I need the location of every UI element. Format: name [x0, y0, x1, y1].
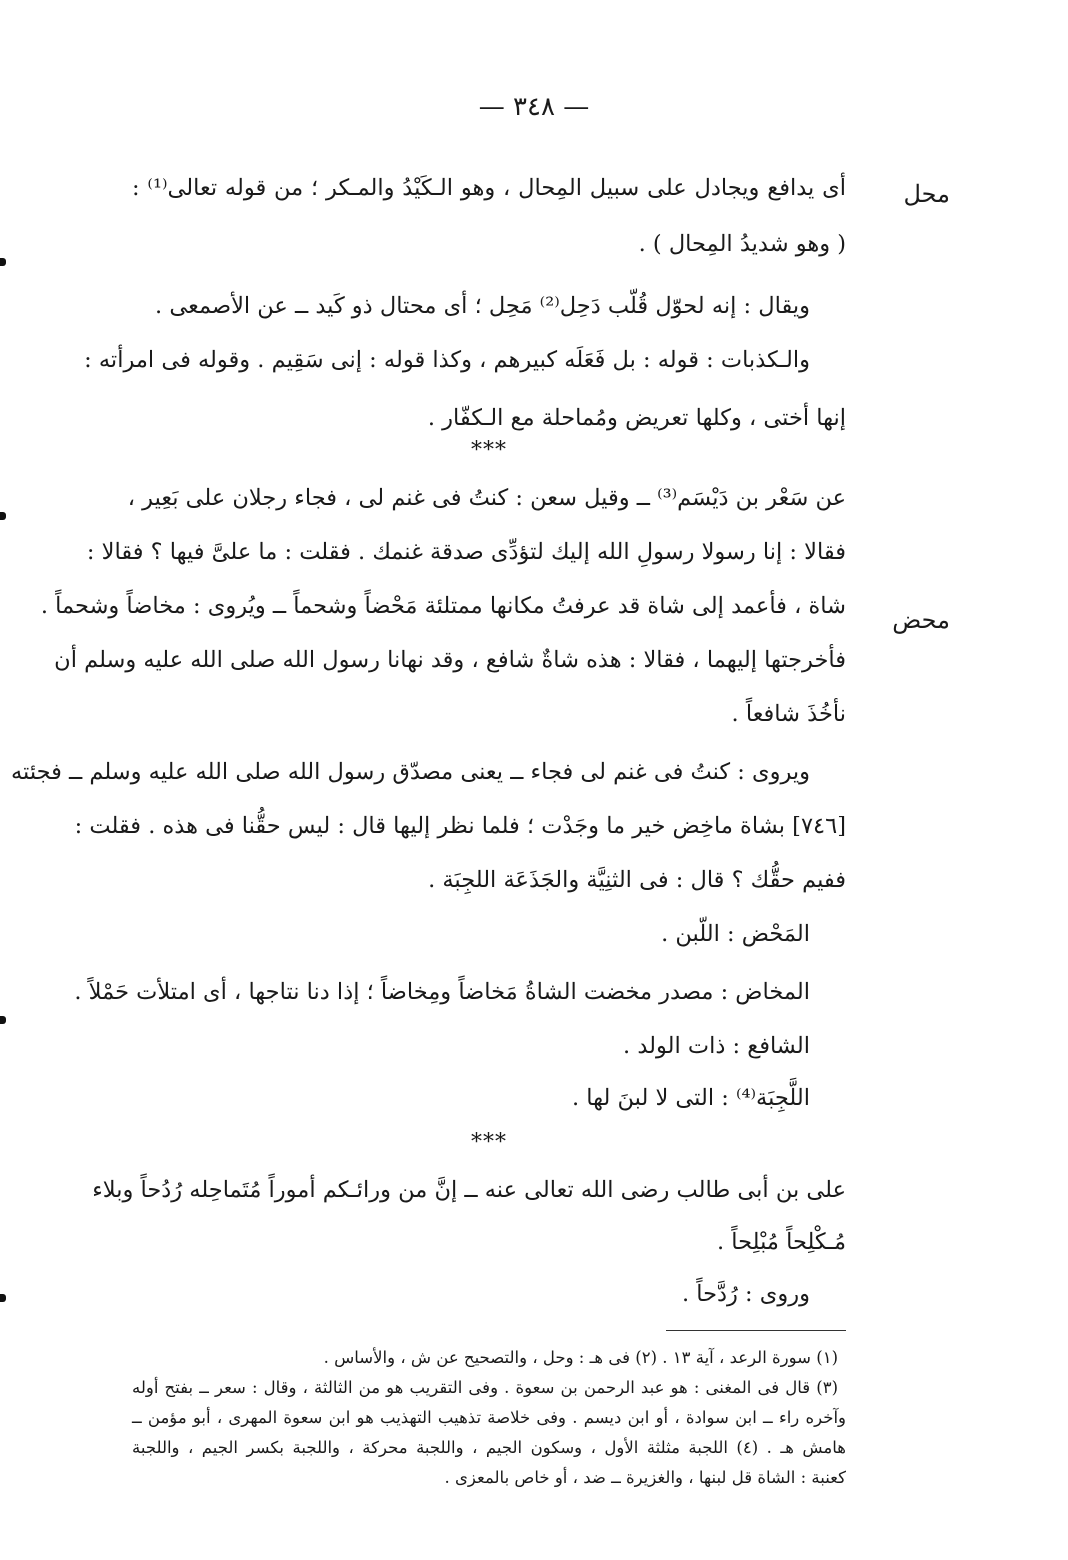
text-line: أى يدافع ويجادل على سبيل المِحال ، وهو الـكَيْدُ والمـكر ؛ من قوله تعالى⁽¹⁾ : [132, 175, 847, 201]
footnote-line: (٣) قال فى المغنى : هو عبد الرحمن بن سعوة . وفى التقريب هو من الثالثة ، وقال : سعر ــ بفتح أوله [132, 1378, 838, 1397]
main-text [10, 0, 847, 1320]
text-line: إنها أختى ، وكلها تعريض ومُماحلة مع الـكفّار . [427, 405, 846, 431]
text-line: ( وهو شديدُ المِحال ) . [638, 231, 846, 257]
footnote-line: (١) سورة الرعد ، آية ١٣ . (٢) فى هـ : وحل ، والتصحيح عن ش ، والأساس . [323, 1348, 838, 1367]
text-line: ويروى : كنتُ فى غنم لى فجاء ــ يعنى مصدّق رسول الله صلى الله عليه وسلم ــ فجئته [10, 759, 810, 785]
text-line: [٧٤٦] بشاة ماخِض خير ما وجَدْت ؛ فلما نظر إليها قال : ليس حقُّنا فى هذه . فقلت : [74, 813, 846, 839]
binding-mark [0, 258, 6, 266]
binding-mark [0, 512, 6, 520]
binding-mark [0, 1016, 6, 1024]
text-line: مُـكْلِحاً مُبْلِحاً . [716, 1229, 846, 1255]
text-line: نأخُذَ شافعاً . [731, 701, 846, 727]
margin-note-mahl: محل [903, 180, 950, 208]
text-line: المخاض : مصدر مخضت الشاةُ مَخاضاً ومِخاضاً ؛ إذا دنا نتاجها ، أى امتلأت حَمْلاً . [74, 979, 810, 1005]
page-number: — ٣٤٨ — [478, 92, 590, 122]
text-line: اللَّجِبَة⁽⁴⁾ : التى لا لبنَ لها . [571, 1085, 810, 1111]
footnote-rule [666, 1330, 846, 1331]
binding-mark [0, 1294, 6, 1302]
footnote-line: كعنبة : الشاة قل لبنها ، والغزيرة ــ ضد ، أو خاص بالمعزى . [444, 1468, 846, 1487]
section-separator: *** [471, 438, 507, 463]
section-separator: *** [471, 1130, 507, 1155]
text-line: الشافع : ذات الولد . [623, 1033, 810, 1059]
text-line: المَحْض : اللّبن . [661, 921, 810, 947]
text-line: شاة ، فأعمد إلى شاة قد عرفتُ مكانها ممتلئة مَحْضاً وشحماً ــ ويُروى : مخاضاً وشحماً . [40, 593, 846, 619]
text-line: عن سَعْر بن دَيْسَم⁽³⁾ ــ وقيل سعن : كنتُ فى غنم لى ، فجاء رجلان على بَعِير ، [127, 485, 846, 511]
text-line: ويقال : إنه لحوّل قُلّب دَحِل⁽²⁾ مَحِل ؛ أى محتال ذو كَيد ــ عن الأصمعى . [155, 293, 810, 319]
text-line: على بن أبى طالب رضى الله تعالى عنه ــ إنَّ من ورائـكم أموراً مُتَماحِله رُدُحاً وبلاء [92, 1177, 846, 1203]
footnote-line: وآخره راء ــ ابن سوادة ، أو ابن ديسم . وفى خلاصة تذهيب التهذيب هو ابن سعوة المهرى ، أبو مؤمن ــ [132, 1408, 846, 1427]
text-line: فأخرجتها إليهما ، فقالا : هذه شاةٌ شافع ، وقد نهانا رسول الله صلى الله عليه وسلم أن [54, 647, 846, 673]
text-line: وروى : رُدَّحاً . [681, 1281, 810, 1307]
footnote-line: هامش هـ . (٤) اللجبة مثلثة الأول ، وسكون الجيم ، واللجبة محركة ، واللجبة بكسر الجيم ، واللجبة [132, 1438, 846, 1457]
text-line: فقالا : إنا رسولا رسولِ الله إليك لتؤدِّى صدقة غنمك . فقلت : ما علىَّ فيها ؟ فقالا : [86, 539, 846, 565]
text-line: ففيم حقُّك ؟ قال : فى الثنِيَّة والجَذَعَة اللجِبَة . [428, 867, 846, 893]
margin-note-mahd: محض [892, 606, 950, 634]
text-line: والـكذبات : قوله : بل فَعَلَه كبيرهم ، وكذا قوله : إنى سَقِيم . وقوله فى امرأته : [84, 347, 810, 373]
